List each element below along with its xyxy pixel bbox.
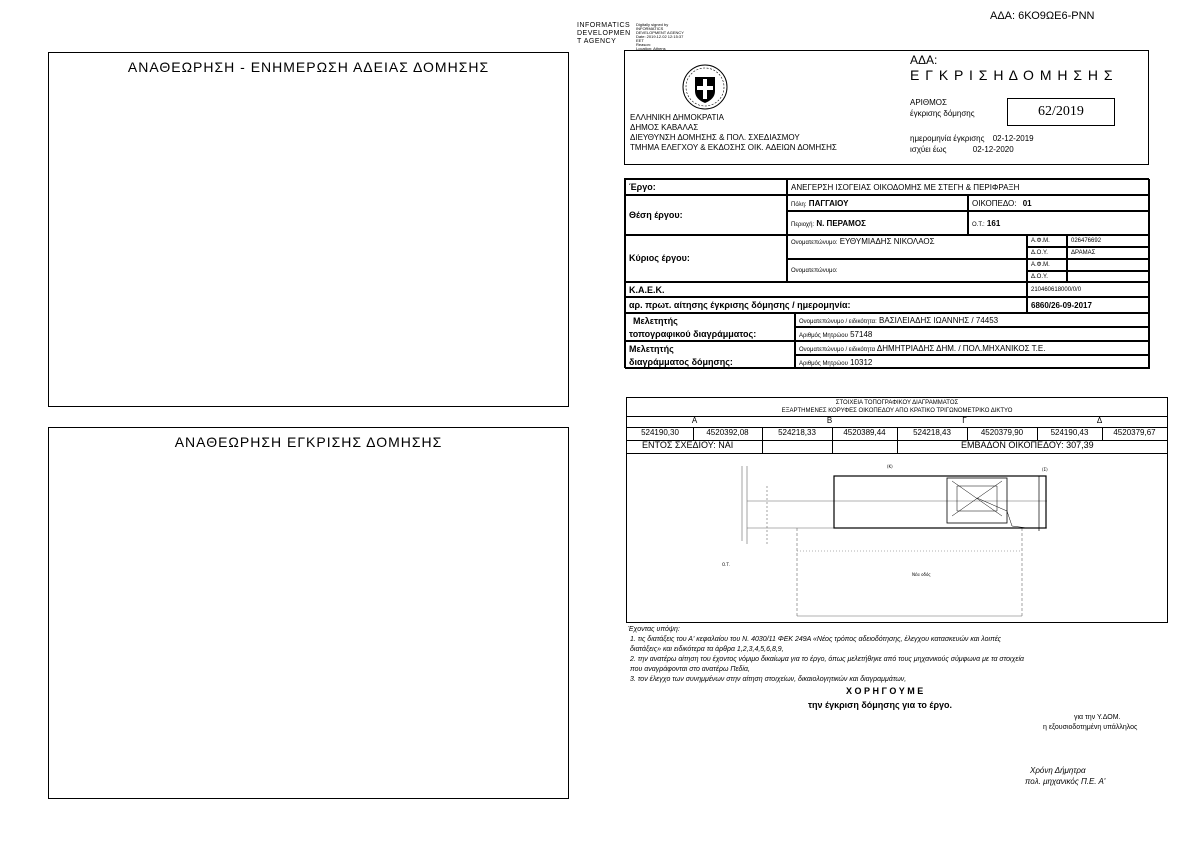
ergo-value: ΑΝΕΓΕΡΣΗ ΙΣΟΓΕΙΑΣ ΟΙΚΟΔΟΜΗΣ ΜΕ ΣΤΕΓΗ & ΠΕΡΙΦΡΑΞΗ — [787, 179, 1150, 195]
sig-line: Date: 2019.12.02 12:15:37 — [636, 34, 684, 39]
ida-logo-line: INFORMATICS — [577, 22, 631, 29]
vertex-header-row — [627, 416, 1167, 426]
bldg-label: (Κ) — [887, 464, 893, 469]
s-plan-label: (Σ) — [1042, 467, 1048, 472]
sig-line: INFORMATICS — [636, 26, 664, 31]
digital-signature-stamp — [636, 23, 684, 51]
topo-am: 57148 — [850, 330, 873, 339]
topo-name-label: Ονοματεπώνυμο / ειδικότητα: — [799, 319, 877, 325]
site-plan-drawing — [707, 456, 1067, 621]
project-details-table — [624, 178, 1149, 368]
oikopedo-label: ΟΙΚΟΠΕΔΟ: — [972, 199, 1017, 208]
permit-number: 62/2019 — [1038, 104, 1084, 119]
coord-y: 4520389,44 — [832, 427, 898, 440]
doy2-label: Δ.Ο.Υ. — [1027, 271, 1067, 282]
coord-x: 524190,30 — [627, 427, 694, 440]
topo-title-line: ΕΞΑΡΤΗΜΕΝΕΣ ΚΟΡΥΦΕΣ ΟΙΚΟΠΕΔΟΥ ΑΠΟ ΚΡΑΤΙΚΟ ΤΡΙΓΩΝΟΜΕΤΡΙΚΟ ΔΙΚΤΥΟ — [781, 408, 1013, 414]
domisi-label-line: Μελετητής — [629, 344, 674, 354]
greek-emblem-icon — [681, 63, 729, 111]
thesi-label: Θέση έργου: — [625, 195, 787, 235]
domisi-am-cell — [795, 355, 1150, 369]
topo-am-cell — [795, 327, 1150, 341]
topo-title-line: ΣΤΟΙΧΕΙΑ ΤΟΠΟΓΡΑΦΙΚΟΥ ΔΙΑΓΡΑΜΜΑΤΟΣ — [835, 400, 959, 406]
chorigoume: Χ Ο Ρ Η Γ Ο Υ Μ Ε — [846, 686, 924, 696]
owner-name-cell — [787, 235, 1027, 259]
revision-update-title: ΑΝΑΘΕΩΡΗΣΗ - ΕΝΗΜΕΡΩΣΗ ΑΔΕΙΑΣ ΔΟΜΗΣΗΣ — [127, 59, 490, 75]
approval-date-label: ημερομηνία έγκρισης — [910, 134, 985, 143]
kaek-value: 210460618000/0/0 — [1027, 282, 1150, 297]
authority-line: ΕΛΛΗΝΙΚΗ ΔΗΜΟΚΡΑΤΙΑ — [630, 113, 724, 122]
approval-date-value: 02-12-2019 — [992, 134, 1034, 143]
afm2-value — [1067, 259, 1150, 271]
notes-line: που αναγράφονται στο ανατέρω Πεδία, — [630, 666, 750, 673]
topo-name-cell — [795, 313, 1150, 327]
signer-name: Χρόνη Δήμητρα — [1030, 766, 1086, 775]
permit-title: Ε Γ Κ Ρ Ι Σ Η Δ Ο Μ Η Σ Η Σ — [910, 67, 1114, 83]
aitisi-label: αρ. πρωτ. αίτησης έγκρισης δόμησης / ημερομηνία: — [625, 297, 1027, 313]
notes-intro: Έχοντας υπόψη: — [628, 626, 680, 633]
for-ydom: για την Υ.ΔΟΜ. — [1074, 714, 1121, 721]
owner2-name-cell: Ονοματεπώνυμο: — [787, 259, 1027, 282]
perioxi-value: Ν. ΠΕΡΑΜΟΣ — [816, 219, 866, 228]
authority-line: ΤΜΗΜΑ ΕΛΕΓΧΟΥ & ΕΚΔΟΣΗΣ ΟΙΚ. ΑΔΕΙΩΝ ΔΟΜΗΣΗΣ — [630, 143, 837, 152]
poli-cell — [787, 195, 968, 211]
domisi-label-line: διαγράμματος δόμησης: — [629, 357, 733, 367]
sig-line: Location: Athens — [636, 46, 666, 51]
revision-update-box — [48, 52, 569, 407]
notes-line: διατάξεις» και ειδικότερα τα άρθρα 1,2,3,4,5,6,8,9, — [630, 646, 784, 653]
permit-header-box — [624, 50, 1149, 165]
revision-approval-box — [48, 427, 569, 799]
sig-line: Reason: — [636, 42, 651, 47]
coord-y: 4520379,67 — [1113, 428, 1156, 437]
kyrios-label: Κύριος έργου: — [625, 235, 787, 282]
domisi-name-label: Ονοματεπώνυμο / ειδικότητα — [799, 347, 876, 353]
vertex-label: Δ — [1096, 416, 1103, 425]
poli-label: Πόλη: — [791, 202, 807, 208]
domisi-am: 10312 — [850, 358, 873, 367]
coord-x: 524218,43 — [897, 427, 968, 440]
notes-line: 2. την ανατέρω αίτηση του έχοντος νόμιμο δικαίωμα για το έργο, όπως μελετήθηκε από τους μηχανικούς σύμφωνα με τα στοιχεία — [630, 656, 1025, 663]
coord-y: 4520379,90 — [967, 427, 1038, 440]
authorized-official: η εξουσιοδοτημένη υπάλληλος — [1043, 724, 1138, 731]
permit-ada-label: ΑΔΑ: — [910, 53, 938, 67]
ot-plan-label: Ο.Τ. — [722, 562, 731, 567]
approval-date-row — [910, 134, 1034, 143]
coord-x: 524218,33 — [762, 427, 833, 440]
vertex-label: Α — [691, 416, 698, 425]
perioxi-cell — [787, 211, 968, 235]
poli-value: ΠΑΓΓΑΙΟΥ — [808, 199, 849, 208]
domisi-name-cell — [795, 341, 1150, 355]
topo-am-label: Αριθμός Μητρώου — [799, 333, 848, 339]
coord-y: 4520392,08 — [693, 427, 763, 440]
notes-line: 1. τις διατάξεις του Α' κεφαλαίου του Ν. 4030/11 ΦΕΚ 249Α «Νέος τρόπος αδειοδότησης, έλεγχου κατασκευών και λοιπές — [630, 636, 1002, 643]
doy-label: Δ.Ο.Υ. — [1027, 247, 1067, 259]
signer-title: πολ. μηχανικός Π.Ε. Α' — [1025, 777, 1106, 786]
owner-name: ΕΥΘΥΜΙΑΔΗΣ ΝΙΚΟΛΑΟΣ — [839, 237, 935, 246]
ida-logo-line: DEVELOPMEN — [577, 30, 631, 37]
aitisi-value: 6860/26-09-2017 — [1027, 297, 1150, 313]
valid-until-value: 02-12-2020 — [972, 145, 1014, 154]
entos-sxediou: ΕΝΤΟΣ ΣΧΕΔΙΟΥ: ΝΑΙ — [642, 440, 734, 450]
domisi-am-label: Αριθμός Μητρώου — [799, 361, 848, 367]
domisi-name: ΔΗΜΗΤΡΙΑΔΗΣ ΔΗΜ. / ΠΟΛ.ΜΗΧΑΝΙΚΟΣ Τ.Ε. — [876, 344, 1046, 353]
top-ada: ΑΔΑ: 6ΚΟ9ΩΕ6-ΡΝΝ — [990, 10, 1095, 22]
valid-until-row — [910, 145, 1014, 154]
ot-label: Ο.Τ.: — [972, 222, 985, 228]
topo-label-line: Μελετητής — [633, 316, 678, 326]
authority-line: ΔΗΜΟΣ ΚΑΒΑΛΑΣ — [630, 123, 699, 132]
vertex-label: Γ — [962, 416, 967, 425]
emvadon-oikopedou: ΕΜΒΑΔΟΝ ΟΙΚΟΠΕΔΟΥ: 307,39 — [961, 440, 1094, 450]
perioxi-label: Περιοχή: — [791, 222, 815, 228]
owner-name-label: Ονοματεπώνυμο: — [791, 240, 838, 246]
kaek-label: Κ.Α.Ε.Κ. — [625, 282, 1027, 297]
permit-number-box — [1007, 98, 1115, 126]
number-label-line: έγκρισης δόμησης — [910, 109, 975, 118]
doy2-value — [1067, 271, 1150, 282]
sig-line: EET — [636, 38, 644, 43]
road-label: Νέα οδός — [912, 572, 931, 577]
sig-line: Digitally signed by — [636, 22, 669, 27]
coord-x: 524190,43 — [1037, 427, 1103, 440]
ergo-label: Έργο: — [625, 179, 787, 195]
issuing-authority — [630, 113, 837, 153]
grant-text: την έγκριση δόμησης για το έργο. — [808, 700, 953, 710]
doy-value: ΔΡΑΜΑΣ — [1067, 247, 1150, 259]
topo-name: ΒΑΣΙΛΕΙΑΔΗΣ ΙΩΑΝΝΗΣ / 74453 — [879, 316, 999, 325]
vertex-label: Β — [826, 416, 833, 425]
afm-value: 026476692 — [1067, 235, 1150, 247]
ida-logo-line: T AGENCY — [577, 38, 617, 45]
ot-cell — [968, 211, 1150, 235]
domisi-designer-label — [625, 341, 795, 369]
oikopedo-value: 01 — [1022, 199, 1032, 208]
ot-value: 161 — [986, 219, 1001, 228]
valid-until-label: ισχύει έως — [910, 145, 947, 154]
sig-line: DEVELOPMENT AGENCY — [636, 30, 684, 35]
approval-notes — [628, 625, 1158, 685]
topographic-data-box — [626, 397, 1168, 623]
number-label-line: ΑΡΙΘΜΟΣ — [910, 98, 947, 107]
topo-title — [627, 399, 1167, 415]
oikopedo-cell — [968, 195, 1150, 211]
ida-logo — [577, 22, 631, 46]
authority-line: ΔΙΕΥΘΥΝΣΗ ΔΟΜΗΣΗΣ & ΠΟΛ. ΣΧΕΔΙΑΣΜΟΥ — [630, 133, 800, 142]
topo-surveyor-label — [625, 313, 795, 341]
afm2-label: Α.Φ.Μ. — [1027, 259, 1067, 271]
permit-number-label — [910, 97, 975, 119]
notes-line: 3. τον έλεγχο των συνημμένων στην αίτηση στοιχείων, δικαιολογητικών και διαγραμμάτων, — [630, 676, 907, 683]
topo-label-line: τοπογραφικού διαγράμματος: — [629, 329, 757, 339]
afm-label: Α.Φ.Μ. — [1027, 235, 1067, 247]
coords-row — [627, 427, 1167, 440]
revision-approval-title: ΑΝΑΘΕΩΡΗΣΗ ΕΓΚΡΙΣΗΣ ΔΟΜΗΣΗΣ — [174, 434, 443, 450]
